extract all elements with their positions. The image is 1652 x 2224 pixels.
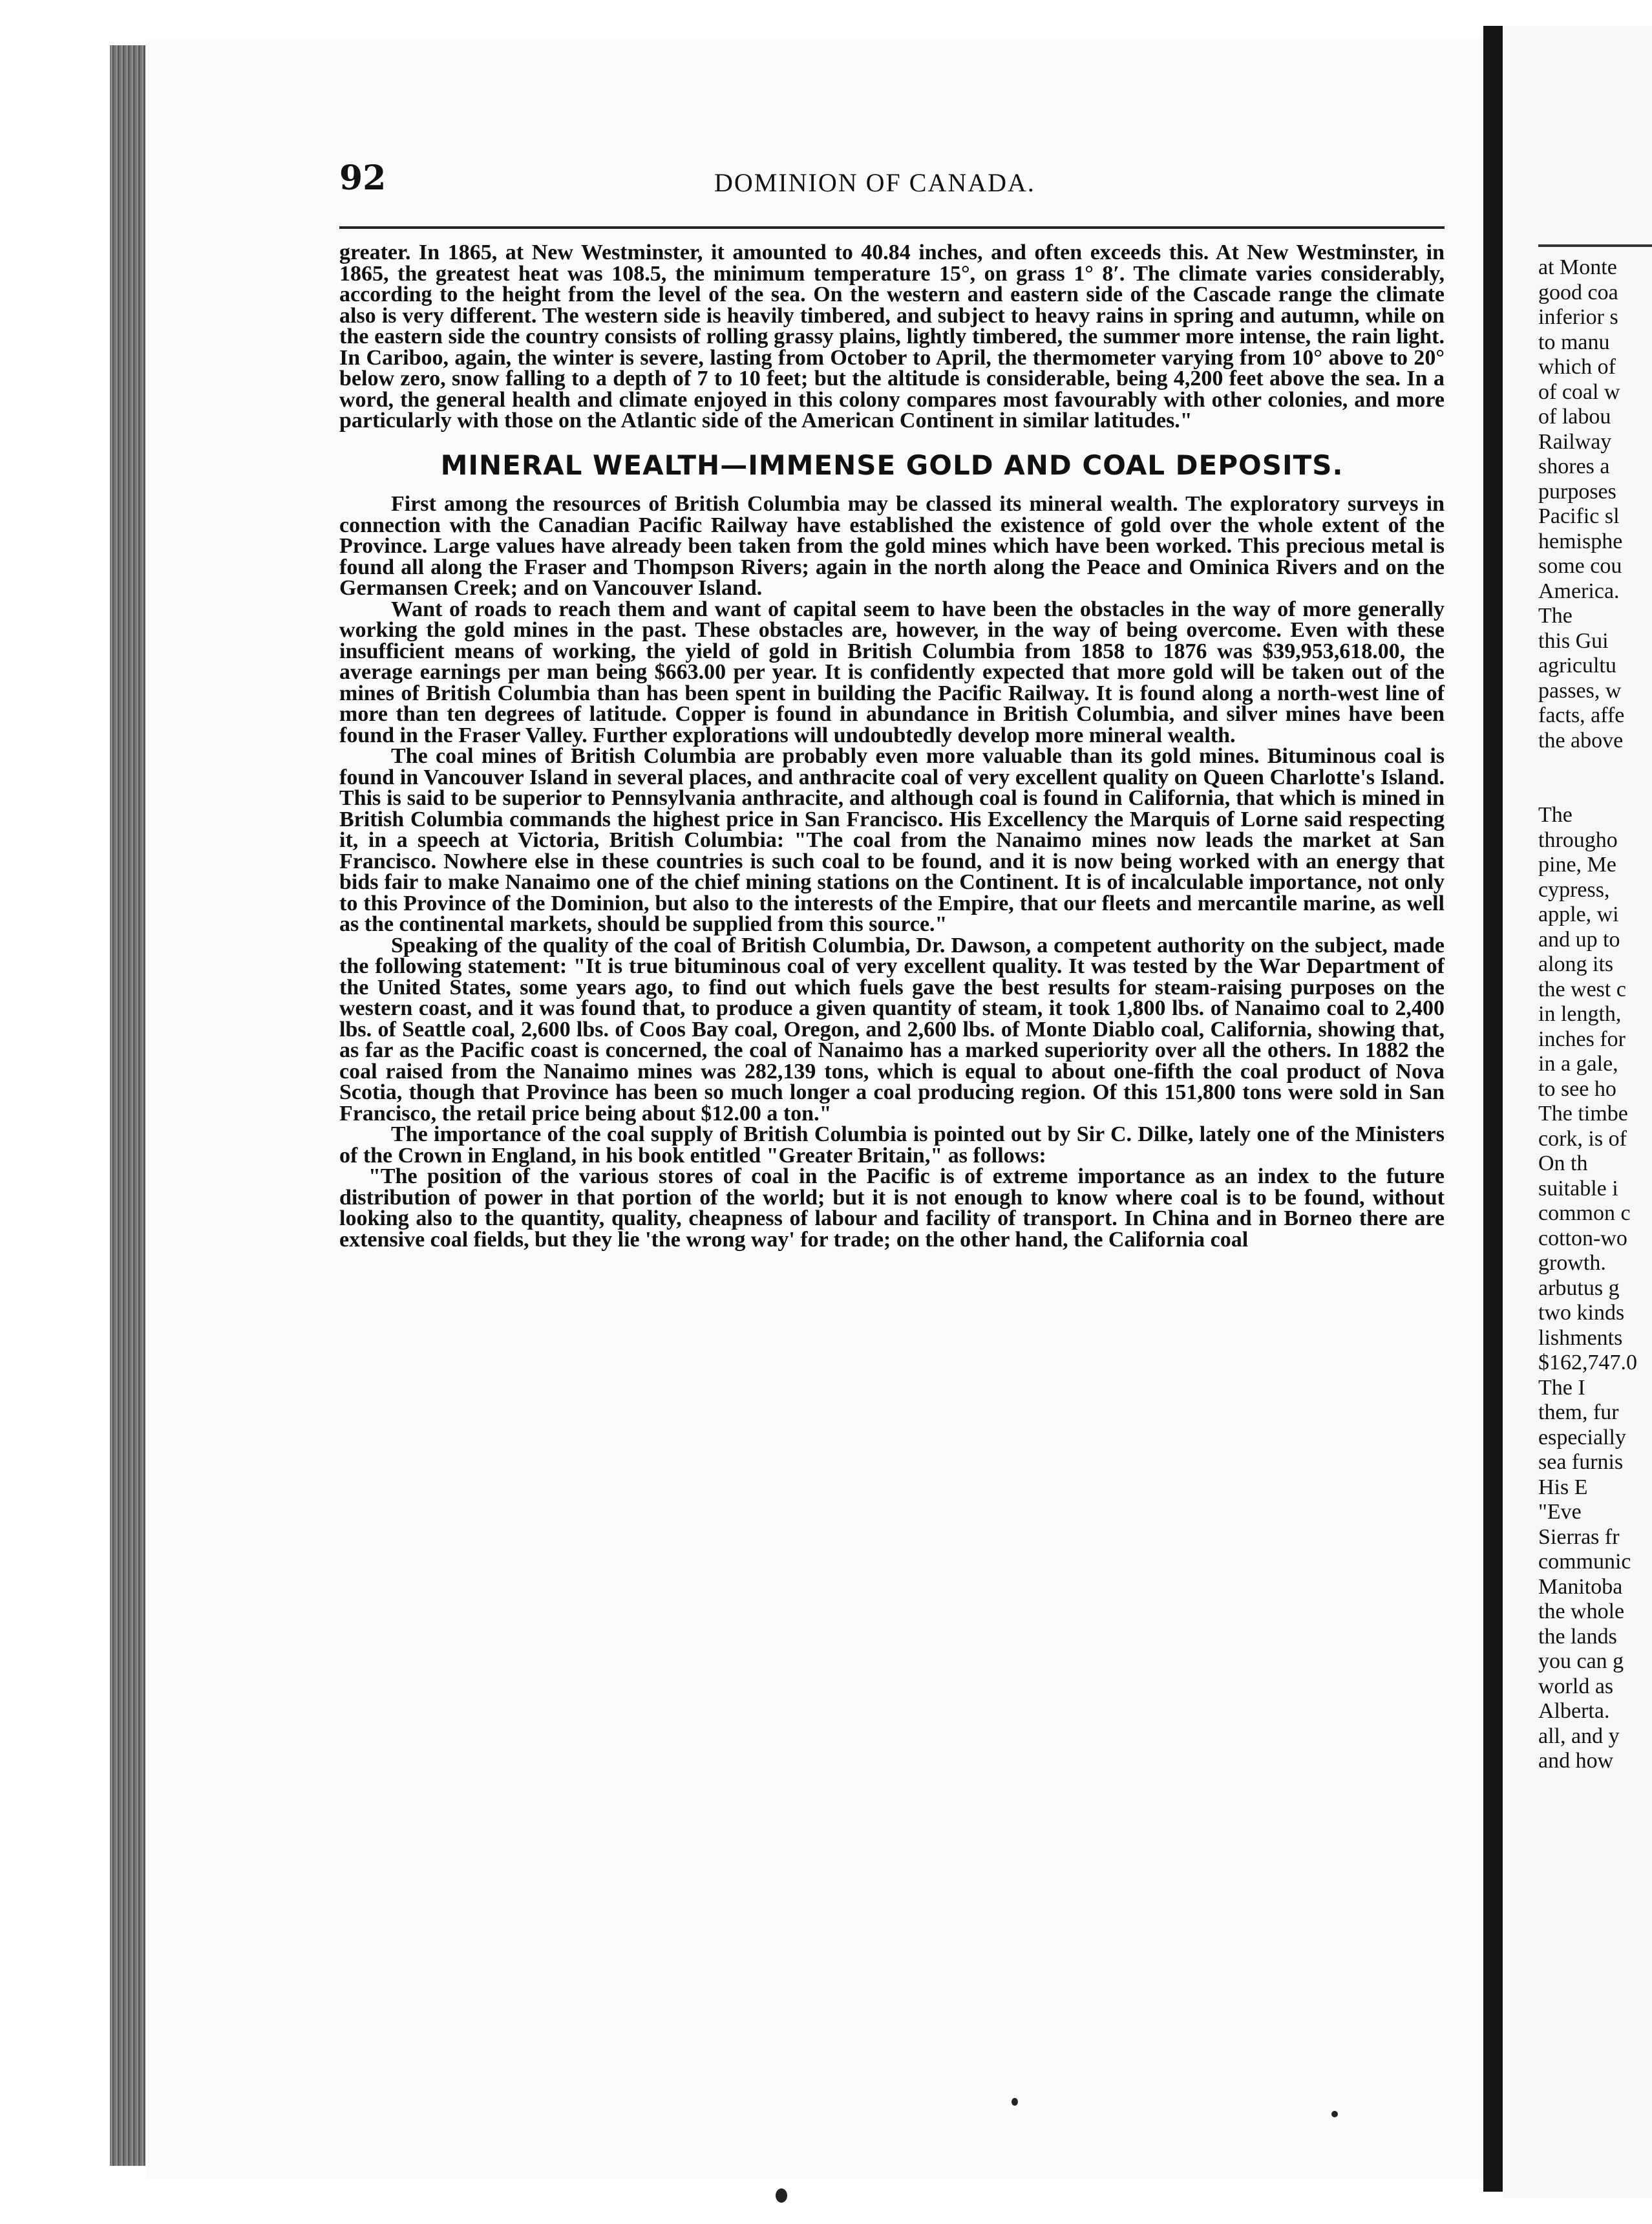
header-rule	[339, 226, 1445, 229]
facing-page-line: which of	[1538, 355, 1616, 379]
facing-page-line: lishments	[1538, 1325, 1623, 1350]
facing-page-line: the lands	[1538, 1624, 1617, 1649]
facing-page-line: Manitoba	[1538, 1574, 1623, 1599]
facing-page-line: common c	[1538, 1201, 1631, 1225]
facing-page-line: growth.	[1538, 1251, 1606, 1275]
facing-page-line: the above	[1538, 728, 1624, 753]
page-number: 92	[339, 158, 387, 198]
facing-page-line: Pacific sl	[1538, 504, 1620, 528]
facing-page-line	[1538, 778, 1637, 804]
facing-page-line: On th	[1538, 1151, 1588, 1175]
facing-page-line: communic	[1538, 1550, 1631, 1574]
paragraph-dilke-quote: "The position of the various stores of coal in the Pacific is of extreme importance as an index to the future distribution of power in that portion of the world; but it is not enough to know where coal is to be found, without looking also to the quantity, quality, cheapness of labour and facility of transport. In China and in Borneo there are extensive coal fields, but they lie 'the wrong way' for trade; on the other hand, the California coal	[339, 1164, 1445, 1252]
facing-page-line: facts, affe	[1538, 703, 1625, 727]
facing-page-line: America.	[1538, 579, 1620, 603]
facing-page-text	[1538, 255, 1637, 1774]
page-header	[339, 158, 1451, 210]
facing-page-line: inferior s	[1538, 305, 1618, 329]
scan-speck	[1331, 2111, 1338, 2117]
facing-page-line: good coa	[1538, 280, 1618, 305]
page-edges	[110, 45, 145, 2166]
facing-page-line: Sierras fr	[1538, 1524, 1620, 1549]
paragraph-dilke: The importance of the coal supply of British Columbia is pointed out by Sir C. Dilke, lately one of the Ministers of the Crown in England, in his book entitled "Greater Britain," as follows:	[339, 1122, 1445, 1168]
scan-margin	[0, 0, 110, 2224]
facing-page	[1503, 26, 1652, 2198]
facing-page-line: along its	[1538, 952, 1614, 976]
facing-page-line: sea furnis	[1538, 1450, 1624, 1474]
paragraph-climate: greater. In 1865, at New Westminster, it amounted to 40.84 inches, and often exceeds this. At New Westminster, in 1865, the greatest heat was 108.5, the minimum temperature 15°, on grass 1° 8′. The climate varies considerably, according to the height from the level of the sea. On the western and eastern side of the Cascade range the climate also is very different. The western side is heavily timbered, and subject to heavy rains in spring and autumn, while on the eastern side the country consists of rolling grassy plains, lightly timbered, the summer more intense, the rain light. In Cariboo, again, the winter is severe, lasting from October to April, the thermometer varying from 10° above to 20° below zero, snow falling to a depth of 7 to 10 feet; but the altitude is considerable, being 4,200 feet above the sea. In a word, the general health and climate enjoyed in this colony compares most favourably with other colonies, and more particularly with those on the Atlantic side of the American Continent in similar latitudes."	[339, 241, 1445, 433]
page-body	[339, 242, 1445, 1250]
facing-page-line: "Eve	[1538, 1500, 1582, 1524]
facing-page-line: in length,	[1538, 1002, 1622, 1026]
facing-page-line: cotton-wo	[1538, 1226, 1627, 1250]
facing-page-line: two kinds	[1538, 1301, 1625, 1325]
facing-page-line: hemisphe	[1538, 529, 1623, 553]
facing-page-line: cork, is of	[1538, 1126, 1627, 1151]
facing-page-line: pine, Me	[1538, 853, 1616, 877]
book-gutter	[1483, 26, 1503, 2192]
paragraph-gold-mines: Want of roads to reach them and want of capital seem to have been the obstacles in the way of more generally working the gold mines in the past. These obstacles are, however, in the way of being overcome. Even with these insufficient means of working, the yield of gold in British Columbia from 1858 to 1876 was $39,953,618.00, the average earnings per man being $663.00 per year. It is confidently expected that more gold will be taken out of the mines of British Columbia than has been spent in building the Pacific Railway. It is found along a north-west line of more than ten degrees of latitude. Copper is found in abundance in British Columbia, and silver mines have been found in the Fraser Valley. Further explorations will undoubtedly develop more mineral wealth.	[339, 597, 1445, 747]
facing-page-line: passes, w	[1538, 678, 1622, 703]
facing-page-line: shores a	[1538, 454, 1610, 478]
facing-page-line: $162,747.0	[1538, 1351, 1637, 1374]
facing-page-line: The timbe	[1538, 1102, 1628, 1126]
facing-page-line: the west c	[1538, 977, 1626, 1001]
facing-page-line: agricultu	[1538, 654, 1616, 678]
facing-page-line: apple, wi	[1538, 903, 1619, 926]
facing-page-line: them, fur	[1538, 1400, 1619, 1424]
paragraph-dawson-statement: Speaking of the quality of the coal of British Columbia, Dr. Dawson, a competent authority on the subject, made the following statement: "It is true bituminous coal of very excellent quality. It was tested by the War Department of the United States, some years ago, to find out which fuels gave the best results for steam-raising purposes on the western coast, and it was found that, to produce a given quantity of steam, it took 1,800 lbs. of Nanaimo coal to 2,400 lbs. of Seattle coal, 2,600 lbs. of Coos Bay coal, Oregon, and 2,600 lbs. of Monte Diablo coal, California, showing that, as far as the Pacific coast is concerned, the coal of Nanaimo has a marked superiority over all the others. In 1882 the coal raised from the Nanaimo mines was 282,139 tons, which is equal to about one-fifth the coal product of Nova Scotia, though that Province has been so much longer a coal producing region. Of this 151,800 tons were sold in San Francisco, the retail price being about $12.00 a ton."	[339, 933, 1445, 1126]
facing-page-line: to see ho	[1538, 1076, 1616, 1101]
paragraph-mineral-wealth: First among the resources of British Columbia may be classed its mineral wealth. The exploratory surveys in connection with the Canadian Pacific Railway have established the existence of gold over the whole extent of the Province. Large values have already been taken from the gold mines which have been worked. This precious metal is found all along the Fraser and Thompson Rivers; again in the north along the Peace and Ominica Rivers and on the Germansen Creek; and on Vancouver Island.	[339, 492, 1445, 600]
facing-page-line: and up to	[1538, 927, 1620, 952]
facing-page-line: purposes	[1538, 479, 1616, 504]
facing-page-line: in a gale,	[1538, 1052, 1618, 1076]
facing-page-rule	[1538, 244, 1652, 247]
facing-page-line: The	[1538, 803, 1573, 827]
scan-speck	[776, 2188, 787, 2203]
facing-page-line: all, and y	[1538, 1724, 1620, 1748]
facing-page-line: and how	[1538, 1749, 1614, 1773]
facing-page-line: to manu	[1538, 330, 1610, 354]
facing-page-line: the whole	[1538, 1599, 1625, 1623]
facing-page-line: arbutus g	[1538, 1276, 1620, 1300]
facing-page-line: inches for	[1538, 1027, 1626, 1051]
facing-page-line: cypress,	[1538, 877, 1610, 902]
facing-page-line: this Gui	[1538, 628, 1609, 653]
facing-page-line: Alberta.	[1538, 1699, 1610, 1723]
facing-page-line: The I	[1538, 1375, 1585, 1400]
scan-speck	[1011, 2098, 1018, 2106]
section-heading: MINERAL WEALTH—IMMENSE GOLD AND COAL DEPOSITS.	[440, 449, 1344, 481]
facing-page-line: you can g	[1538, 1649, 1624, 1673]
paragraph-coal-mines: The coal mines of British Columbia are probably even more valuable than its gold mines. Bituminous coal is found in Vancouver Island in several places, and anthracite coal of very excellent quality on Queen Charlotte's Island. This is said to be superior to Pennsylvania anthracite, and although coal is found in California, that which is mined in British Columbia commands the highest price in San Francisco. His Excellency the Marquis of Lorne said respecting it, in a speech at Victoria, British Columbia: "The coal from the Nanaimo mines now leads the market at San Francisco. Nowhere else in these countries is such coal to be found, and it is now being worked with an energy that bids fair to make Nanaimo one of the chief mining stations on the Continent. It is of incalculable importance, not only to this Province of the Dominion, but also to the interests of the Empire, that our fleets and mercantile marine, as well as the continental markets, should be supplied from this source."	[339, 744, 1445, 936]
facing-page-line: of coal w	[1538, 380, 1620, 404]
facing-page-line: world as	[1538, 1674, 1614, 1698]
facing-page-line: througho	[1538, 828, 1618, 852]
facing-page-line: especially	[1538, 1425, 1626, 1449]
facing-page-line: His E	[1538, 1475, 1588, 1499]
facing-page-line: Railway	[1538, 429, 1612, 454]
facing-page-line: some cou	[1538, 554, 1622, 578]
facing-page-line: of labou	[1538, 405, 1611, 429]
facing-page-line: The	[1538, 604, 1573, 628]
running-head: DOMINION OF CANADA.	[714, 168, 1035, 197]
facing-page-line: at Monte	[1538, 255, 1617, 279]
facing-page-line	[1538, 753, 1637, 778]
facing-page-line: suitable i	[1538, 1176, 1618, 1201]
